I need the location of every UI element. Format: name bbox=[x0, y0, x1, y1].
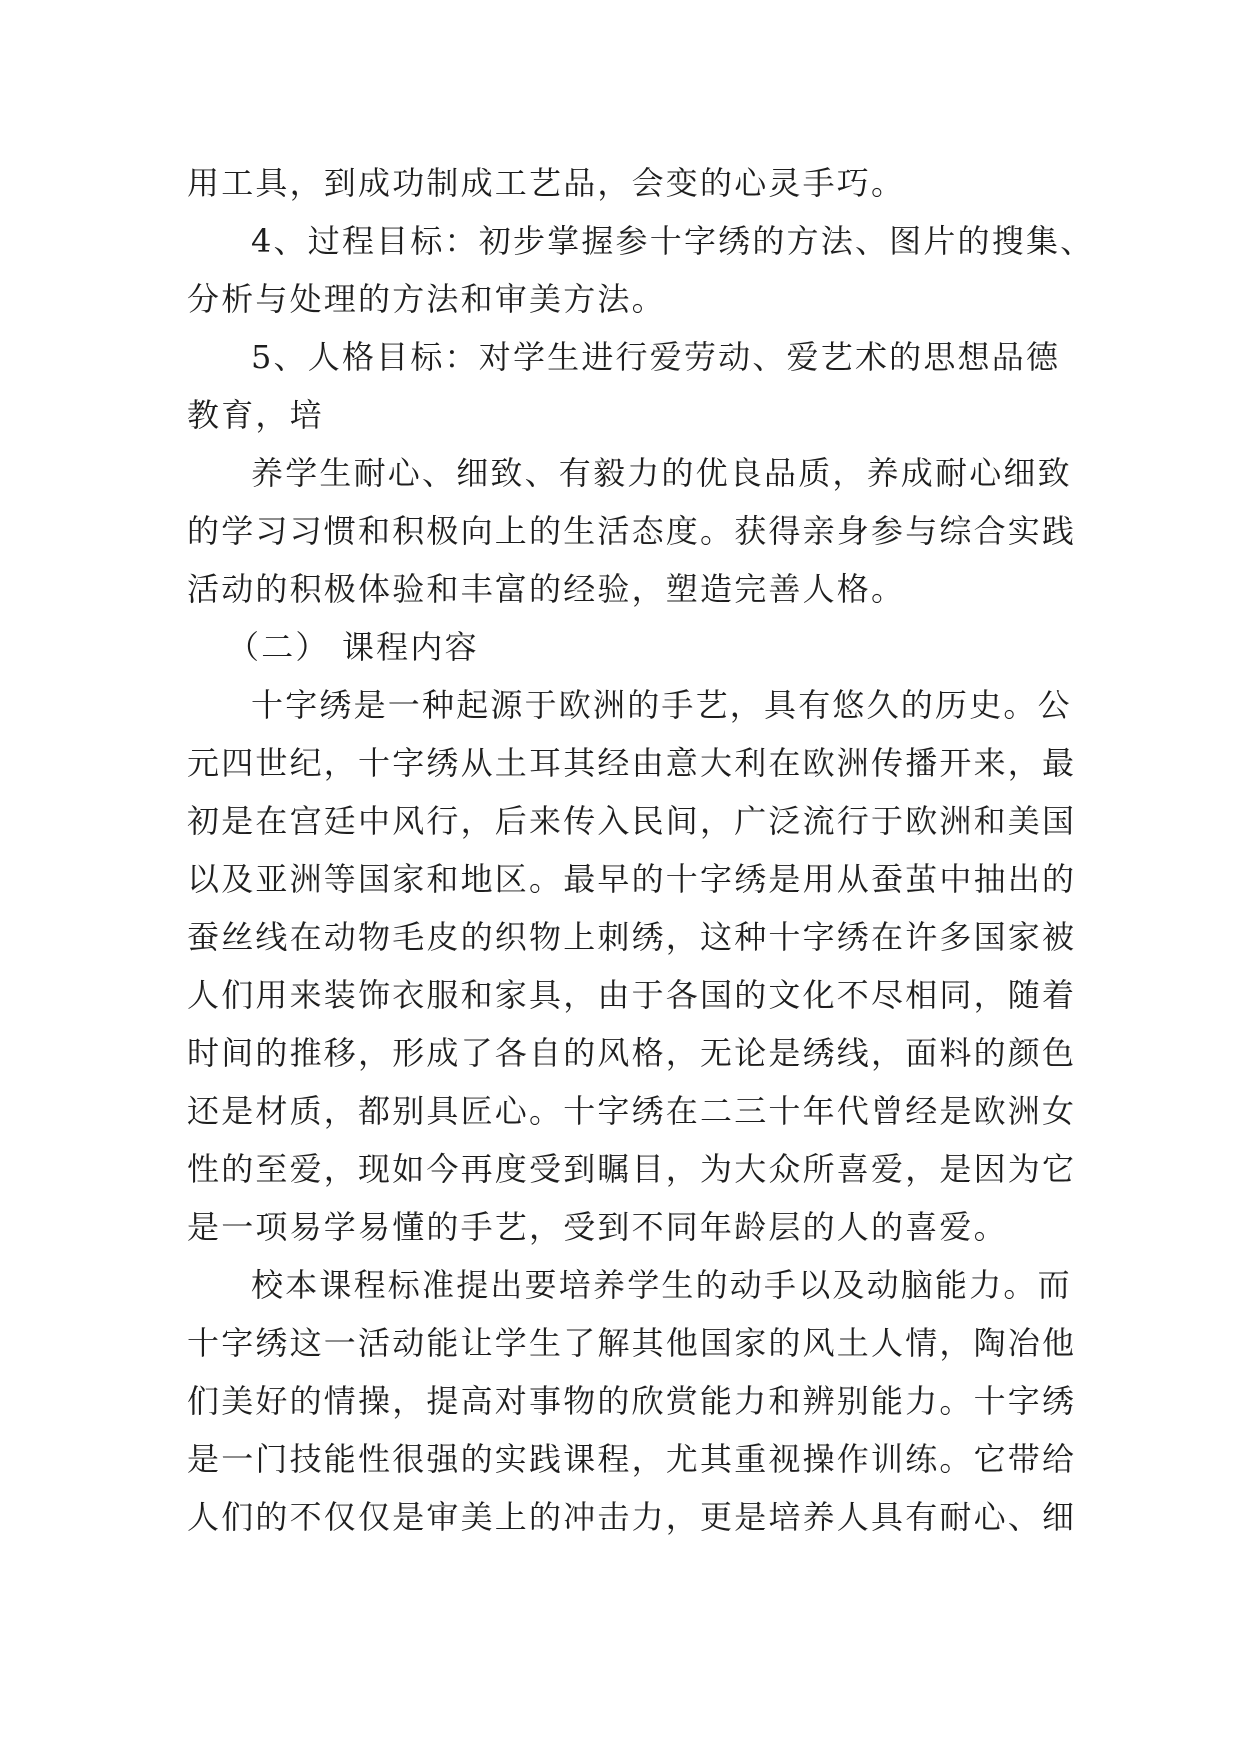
text-line: 们美好的情操，提高对事物的欣赏能力和辨别能力。十字绣 bbox=[187, 1382, 1077, 1420]
text-line: 蚕丝线在动物毛皮的织物上刺绣，这种十字绣在许多国家被 bbox=[187, 918, 1077, 956]
text-line: 4、过程目标：初步掌握参十字绣的方法、图片的搜集、 bbox=[251, 222, 1095, 260]
text-line: 活动的积极体验和丰富的经验，塑造完善人格。 bbox=[187, 570, 906, 608]
text-line: 养学生耐心、细致、有毅力的优良品质，养成耐心细致 bbox=[251, 454, 1072, 492]
text-line: 的学习习惯和积极向上的生活态度。获得亲身参与综合实践 bbox=[187, 512, 1077, 550]
text-line: 是一项易学易懂的手艺，受到不同年龄层的人的喜爱。 bbox=[187, 1208, 1008, 1246]
text-line: 以及亚洲等国家和地区。最早的十字绣是用从蚕茧中抽出的 bbox=[187, 860, 1077, 898]
text-line: 5、人格目标：对学生进行爱劳动、爱艺术的思想品德 bbox=[251, 338, 1061, 376]
text-line: 时间的推移，形成了各自的风格，无论是绣线，面料的颜色 bbox=[187, 1034, 1077, 1072]
text-line: 校本课程标准提出要培养学生的动手以及动脑能力。而 bbox=[251, 1266, 1072, 1304]
text-line: 人们的不仅仅是审美上的冲击力，更是培养人具有耐心、细 bbox=[187, 1498, 1077, 1536]
text-line: 是一门技能性很强的实践课程，尤其重视操作训练。它带给 bbox=[187, 1440, 1077, 1478]
section-heading: （二） 课程内容 bbox=[227, 628, 479, 666]
text-line: 教育，培 bbox=[187, 396, 324, 434]
text-line: 性的至爱，现如今再度受到瞩目，为大众所喜爱，是因为它 bbox=[187, 1150, 1077, 1188]
text-line: 人们用来装饰衣服和家具，由于各国的文化不尽相同，随着 bbox=[187, 976, 1077, 1014]
text-line: 初是在宫廷中风行，后来传入民间，广泛流行于欧洲和美国 bbox=[187, 802, 1077, 840]
text-line: 十字绣是一种起源于欧洲的手艺，具有悠久的历史。公 bbox=[251, 686, 1072, 724]
document-body bbox=[187, 154, 1095, 1546]
text-line: 十字绣这一活动能让学生了解其他国家的风土人情，陶冶他 bbox=[187, 1324, 1077, 1362]
text-line: 分析与处理的方法和审美方法。 bbox=[187, 280, 666, 318]
text-line: 用工具，到成功制成工艺品，会变的心灵手巧。 bbox=[187, 164, 906, 202]
text-line: 元四世纪，十字绣从土耳其经由意大利在欧洲传播开来，最 bbox=[187, 744, 1077, 782]
text-line: 还是材质，都别具匠心。十字绣在二三十年代曾经是欧洲女 bbox=[187, 1092, 1077, 1130]
